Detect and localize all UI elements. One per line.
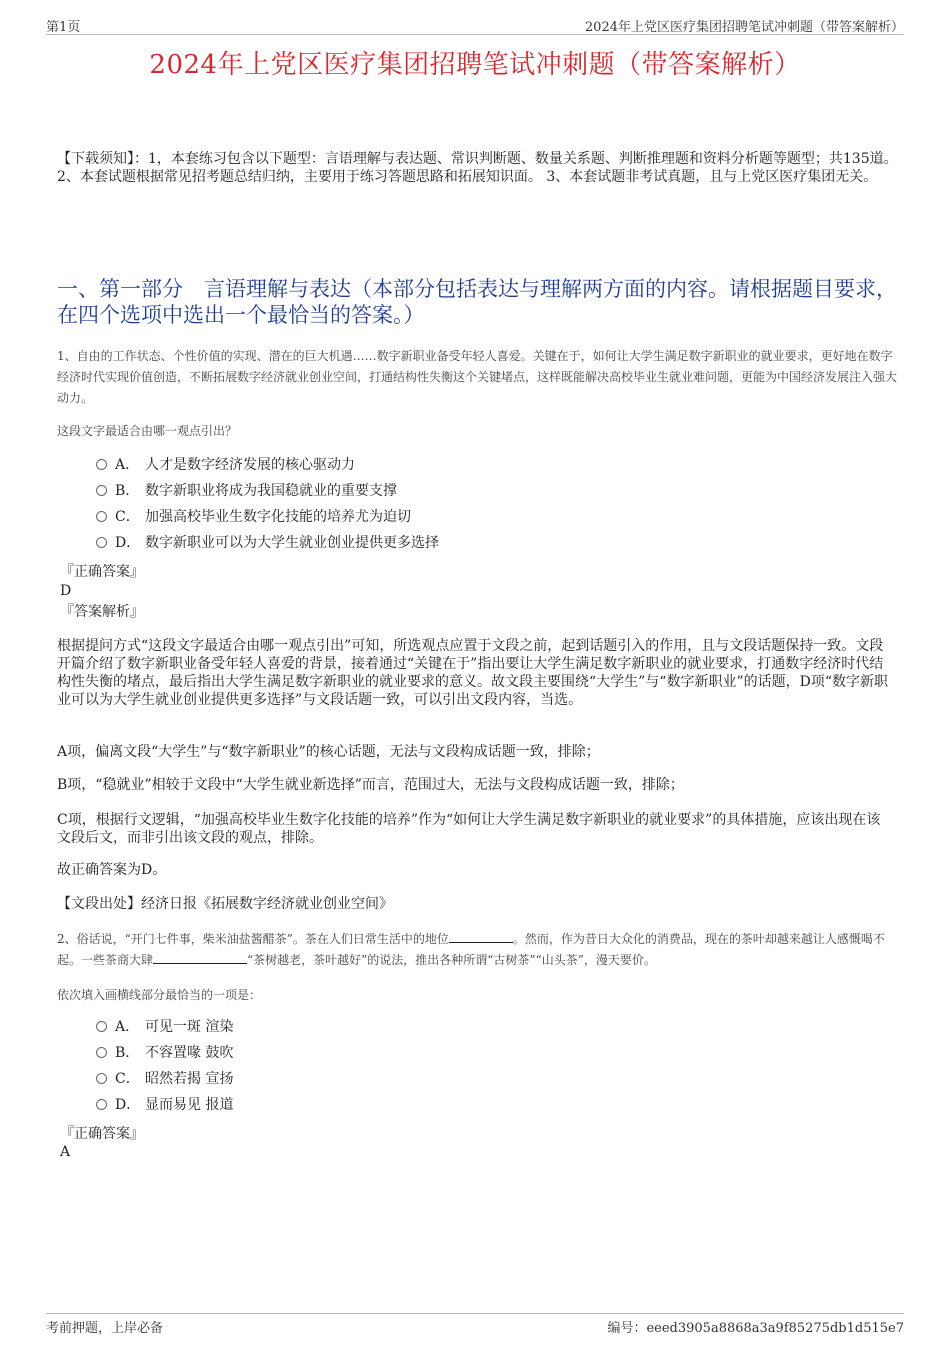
radio-icon[interactable] — [96, 1021, 107, 1032]
header-doc-title: 2024年上党区医疗集团招聘笔试冲刺题（带答案解析） — [584, 20, 904, 35]
q2-passage: 2、俗话说，“开门七件事，柴米油盐酱醋茶”。茶在人们日常生活中的地位 。然而，作为昔日大众化的消费品，现在的茶叶却越来越让人感慨喝不起。一些茶商大肆 “茶树越老，茶叶越好”的说法，推出各种所谓“古树茶”“山头茶”，漫天要价。 — [57, 932, 885, 967]
radio-icon[interactable] — [96, 1047, 107, 1058]
option-text: 数字新职业将成为我国稳就业的重要支撑 — [145, 483, 397, 499]
q1-option-d[interactable]: D． 数字新职业可以为大学生就业创业提供更多选择 — [96, 533, 439, 553]
q2-option-a[interactable]: A． 可见一斑 渲染 — [96, 1017, 233, 1037]
q1-answer: D — [60, 583, 72, 599]
blank-1 — [449, 930, 513, 943]
q1-analysis-label: 『答案解析』 — [60, 604, 144, 620]
section-title: 一、第一部分 言语理解与表达（本部分包括表达与理解两方面的内容。请根据题目要求，在四个选项中选出一个最恰当的答案。） — [57, 277, 897, 327]
option-text: 人才是数字经济发展的核心驱动力 — [145, 457, 355, 473]
page-footer — [46, 1313, 904, 1334]
q1-option-c[interactable]: C． 加强高校毕业生数字化技能的培养尤为迫切 — [96, 507, 411, 527]
q1-passage: 1、自由的工作状态、个性价值的实现、潜在的巨大机遇……数字新职业备受年轻人喜爱。关键在于，如何让大学生满足数字新职业的就业要求，更好地在数字经济时代实现价值创造，不断拓展数字经济就业创业空间，打通结构性失衡这个关键堵点，这样既能解决高校毕业生就业难问题，更能为中国经济发展注入强大动力。 — [57, 349, 898, 405]
q2-option-c[interactable]: C． 昭然若揭 宣扬 — [96, 1069, 233, 1089]
q1-analysis-b: B项，“稳就业”相较于文段中“大学生就业新选择”而言，范围过大，无法与文段构成话题一致，排除； — [57, 777, 684, 793]
radio-icon[interactable] — [96, 1073, 107, 1084]
q1-question: 这段文字最适合由哪一观点引出？ — [57, 424, 238, 438]
option-text: 不容置喙 鼓吹 — [145, 1045, 234, 1061]
radio-icon[interactable] — [96, 1099, 107, 1110]
download-notice: 【下载须知】：1，本套练习包含以下题型：言语理解与表达题、常识判断题、数量关系题、判断推理题和资料分析题等题型；共135道。 2、本套试题根据常见招考题总结归纳，主要用于练习答题思路和拓展知识面。 3、本套试题非考试真题，且与上党区医疗集团无关。 — [57, 151, 898, 185]
radio-icon[interactable] — [96, 459, 107, 470]
page-number: 第1页 — [46, 20, 81, 35]
radio-icon[interactable] — [96, 511, 107, 522]
radio-icon[interactable] — [96, 537, 107, 548]
footer-slogan: 考前押题，上岸必备 — [46, 1321, 164, 1336]
q2-question: 依次填入画横线部分最恰当的一项是： — [57, 988, 262, 1002]
q1-answer-label: 『正确答案』 — [60, 564, 144, 580]
document-title: 2024年上党区医疗集团招聘笔试冲刺题（带答案解析） — [149, 50, 801, 80]
q1-analysis-main: 根据提问方式“这段文字最适合由哪一观点引出”可知，所选观点应置于文段之前，起到话题引入的作用，且与文段话题保持一致。文段开篇介绍了数字新职业备受年轻人喜爱的背景，接着通过“关键在于”指出要让大学生满足数字新职业的就业要求，打通数字经济时代结构性失衡的堵点，最后指出大学生满足数字新职业的就业要求的意义。故文段主要围绕“大学生”与“数字新职业”的话题，D项“数字新职业可以为大学生就业创业提供更多选择”与文段话题一致，可以引出文段内容，当选。 — [57, 638, 889, 708]
blank-2 — [153, 951, 247, 964]
radio-icon[interactable] — [96, 485, 107, 496]
q2-answer: A — [60, 1144, 71, 1160]
q1-analysis-c: C项，根据行文逻辑，“加强高校毕业生数字化技能的培养”作为“如何让大学生满足数字新职业的就业要求”的具体措施，应该出现在该文段后文，而非引出该文段的观点，排除。 — [57, 812, 881, 846]
q1-option-b[interactable]: B． 数字新职业将成为我国稳就业的重要支撑 — [96, 481, 397, 501]
q2-option-d[interactable]: D． 显而易见 报道 — [96, 1095, 233, 1115]
option-text: 数字新职业可以为大学生就业创业提供更多选择 — [145, 535, 439, 551]
q2-option-b[interactable]: B． 不容置喙 鼓吹 — [96, 1043, 233, 1063]
page-header — [46, 14, 904, 35]
q1-option-a[interactable]: A． 人才是数字经济发展的核心驱动力 — [96, 455, 355, 475]
option-text: 昭然若揭 宣扬 — [145, 1071, 234, 1087]
q1-analysis-a: A项，偏离文段“大学生”与“数字新职业”的核心话题，无法与文段构成话题一致，排除； — [57, 744, 600, 760]
option-text: 显而易见 报道 — [145, 1097, 234, 1113]
option-text: 加强高校毕业生数字化技能的培养尤为迫切 — [145, 509, 411, 525]
q1-source: 【文段出处】经济日报《拓展数字经济就业创业空间》 — [57, 896, 393, 912]
q1-conclusion: 故正确答案为D。 — [57, 862, 167, 878]
footer-serial: 编号：eeed3905a8868a3a9f85275db1d515e7 — [607, 1321, 904, 1336]
option-text: 可见一斑 渲染 — [145, 1019, 234, 1035]
q2-answer-label: 『正确答案』 — [60, 1126, 144, 1142]
